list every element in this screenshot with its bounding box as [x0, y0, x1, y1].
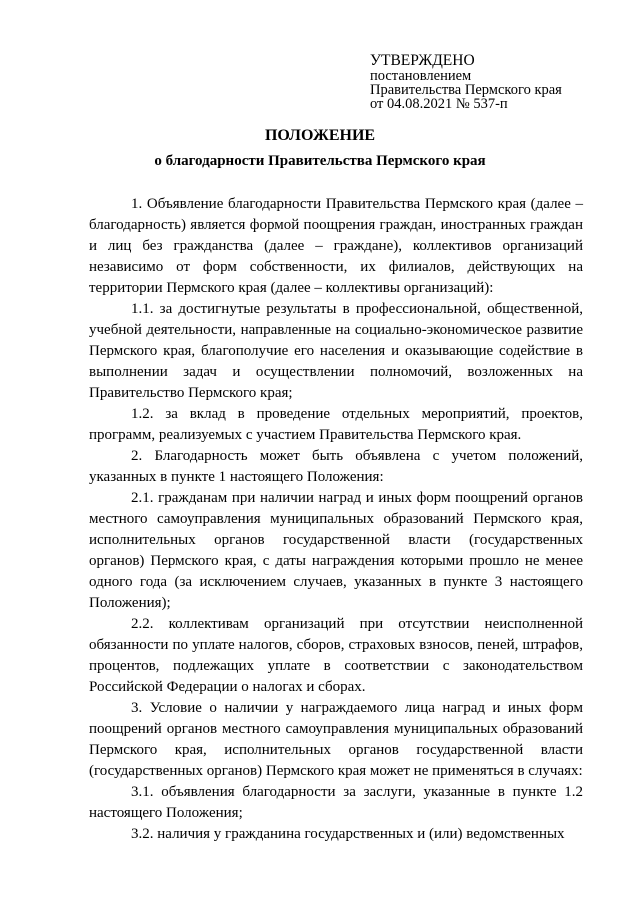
approval-heading: УТВЕРЖДЕНО: [370, 52, 475, 69]
paragraph: 3. Условие о наличии у награждаемого лица наград и иных форм поощрений органов местного самоуправления муниципальных образований Пермского края, исполнительных органов государственной власти (государственных органов) Пермского края может не применяться в случаях:: [89, 700, 583, 779]
paragraph: 1. Объявление благодарности Правительства Пермского края (далее – благодарность) является формой поощрения граждан, иностранных граждан и лиц без гражданства (далее – граждане), коллективов организаций независимо от форм собственности, их филиалов, действующих на территории Пермского края (далее – коллективы организаций):: [89, 196, 583, 296]
paragraph: 3.2. наличия у гражданина государственных и (или) ведомственных: [131, 826, 565, 842]
paragraph: 2. Благодарность может быть объявлена с учетом положений, указанных в пункте 1 настоящего Положения:: [89, 448, 583, 485]
approval-line: постановлением: [370, 68, 472, 84]
document-title: ПОЛОЖЕНИЕ: [264, 127, 376, 144]
document-body: [89, 194, 583, 845]
document-subtitle: о благодарности Правительства Пермского края: [154, 153, 486, 169]
paragraph: 1.1. за достигнутые результаты в профессиональной, общественной, учебной деятельности, направленные на социально-экономическое развитие Пермского края, благополучие его населения и оказывающие содействие в выполнении задач и осуществлении полномочий, возложенных на Правительство Пермского края;: [89, 301, 583, 401]
approval-stamp: [370, 53, 562, 111]
paragraph: 1.2. за вклад в проведение отдельных мероприятий, проектов, программ, реализуемых с участием Правительства Пермского края.: [89, 406, 583, 443]
approval-line: Правительства Пермского края: [370, 82, 562, 98]
approval-line: от 04.08.2021 № 537-п: [370, 96, 508, 112]
paragraph: 2.2. коллективам организаций при отсутствии неисполненной обязанности по уплате налогов, сборов, страховых взносов, пеней, штрафов, процентов, подлежащих уплате в соответствии с законодательством Российской Федерации о налогах и сборах.: [89, 616, 583, 695]
paragraph: 2.1. гражданам при наличии наград и иных форм поощрений органов местного самоуправления муниципальных образований Пермского края, исполнительных органов государственной власти (государственных органов) Пермского края, с даты награждения которыми прошло не менее одного года (за исключением случаев, указанных в пункте 3 настоящего Положения);: [89, 490, 583, 611]
paragraph: 3.1. объявления благодарности за заслуги, указанные в пункте 1.2 настоящего Положения;: [89, 784, 583, 821]
